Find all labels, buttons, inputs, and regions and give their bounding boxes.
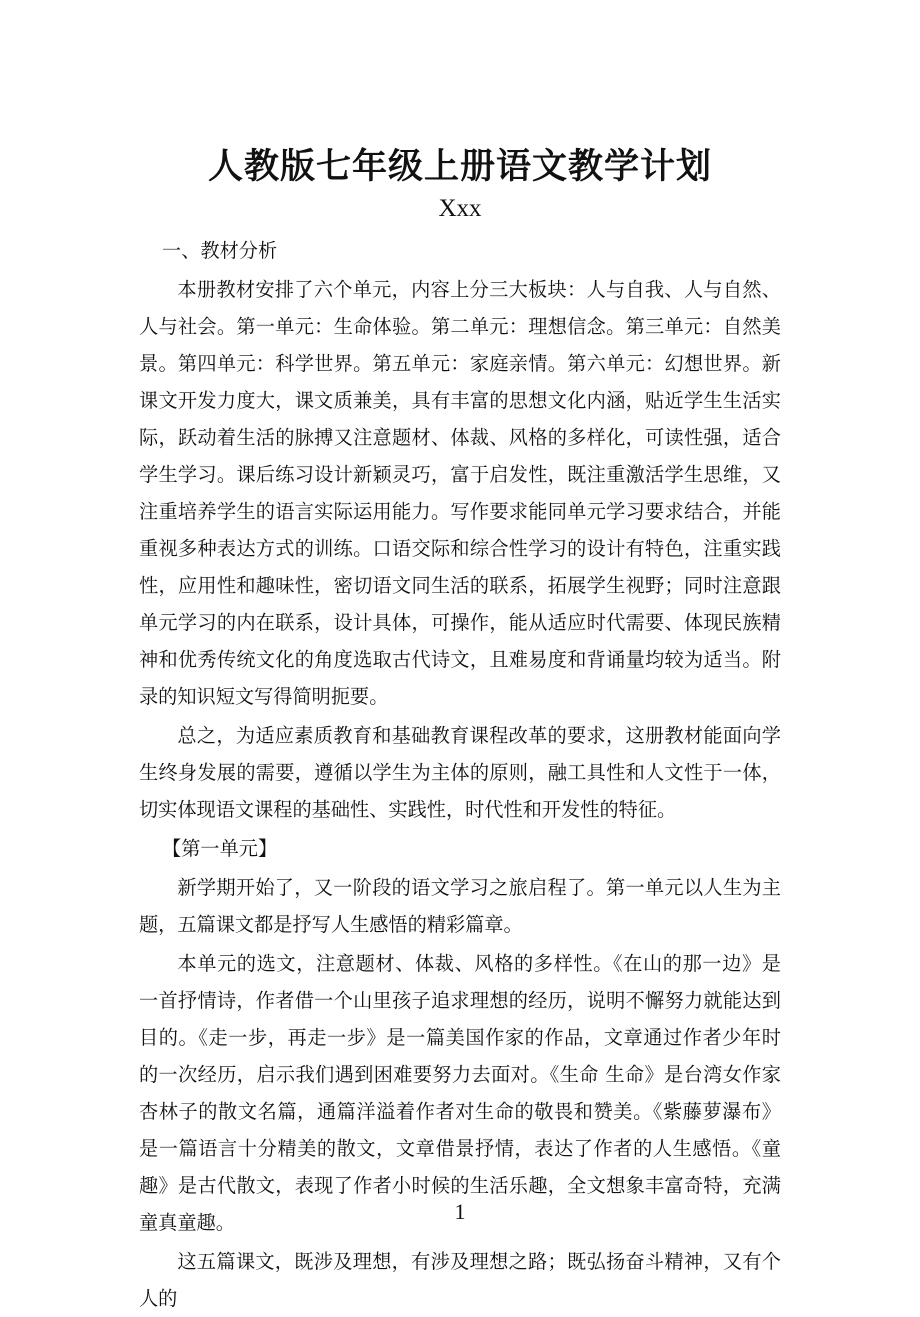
paragraph: 本册教材安排了六个单元，内容上分三大板块：人与自我、人与自然、人与社会。第一单元：生命体验。第二单元：理想信念。第三单元：自然美景。第四单元：科学世界。第五单元：家庭亲情。第六单元：幻想世界。新课文开发力度大，课文质兼美，具有丰富的思想文化内涵，贴近学生生活实际，跃动着生活的脉搏又注意题材、体裁、风格的多样化，可读性强，适合学生学习。课后练习设计新颖灵巧，富于启发性，既注重激活学生思维，又注重培养学生的语言实际运用能力。写作要求能同单元学习要求结合，并能重视多种表达方式的训练。口语交际和综合性学习的设计有特色，注重实践性，应用性和趣味性，密切语文同生活的联系，拓展学生视野；同时注意跟单元学习的内在联系，设计具体，可操作，能从适应时代需要、体现民族精神和优秀传统文化的角度选取古代诗文，且难易度和背诵量均较为适当。附录的知识短文写得简明扼要。 bbox=[139, 278, 781, 708]
document-title: 人教版七年级上册语文教学计划 bbox=[207, 146, 712, 187]
section-heading: 一、教材分析 bbox=[162, 239, 278, 262]
paragraph: 本单元的选文，注意题材、体裁、风格的多样性。《在山的那一边》是一首抒情诗，作者借一个山里孩子追求理想的经历，说明不懈努力就能达到目的。《走一步，再走一步》是一篇美国作家的作品，文章通过作者少年时的一次经历，启示我们遇到困难要努力去面对。《生命 生命》是台湾女作家杏林子的散文名篇，通篇洋溢着作者对生命的敬畏和赞美。《紫藤萝瀑布》是一篇语言十分精美的散文，文章借景抒情，表达了作者的人生感悟。《童趣》是古代散文，表现了作者小时候的生活乐趣，全文想象丰富奇特，充满童真童趣。 bbox=[139, 952, 781, 1234]
document-author: Xxx bbox=[438, 195, 482, 222]
document-body bbox=[139, 232, 781, 1317]
paragraph: 总之，为适应素质教育和基础教育课程改革的要求，这册教材能面向学生终身发展的需要，遵循以学生为主体的原则，融工具性和人文性于一体，切实体现语文课程的基础性、实践性，时代性和开发性的特征。 bbox=[139, 724, 781, 821]
unit-heading: 【第一单元】 bbox=[162, 837, 278, 860]
page-number: 1 bbox=[454, 1199, 466, 1224]
paragraph: 新学期开始了，又一阶段的语文学习之旅启程了。第一单元以人生为主题，五篇课文都是抒写人生感悟的精彩篇章。 bbox=[139, 876, 781, 936]
paragraph: 这五篇课文，既涉及理想，有涉及理想之路；既弘扬奋斗精神，又有个人的 bbox=[139, 1250, 781, 1310]
